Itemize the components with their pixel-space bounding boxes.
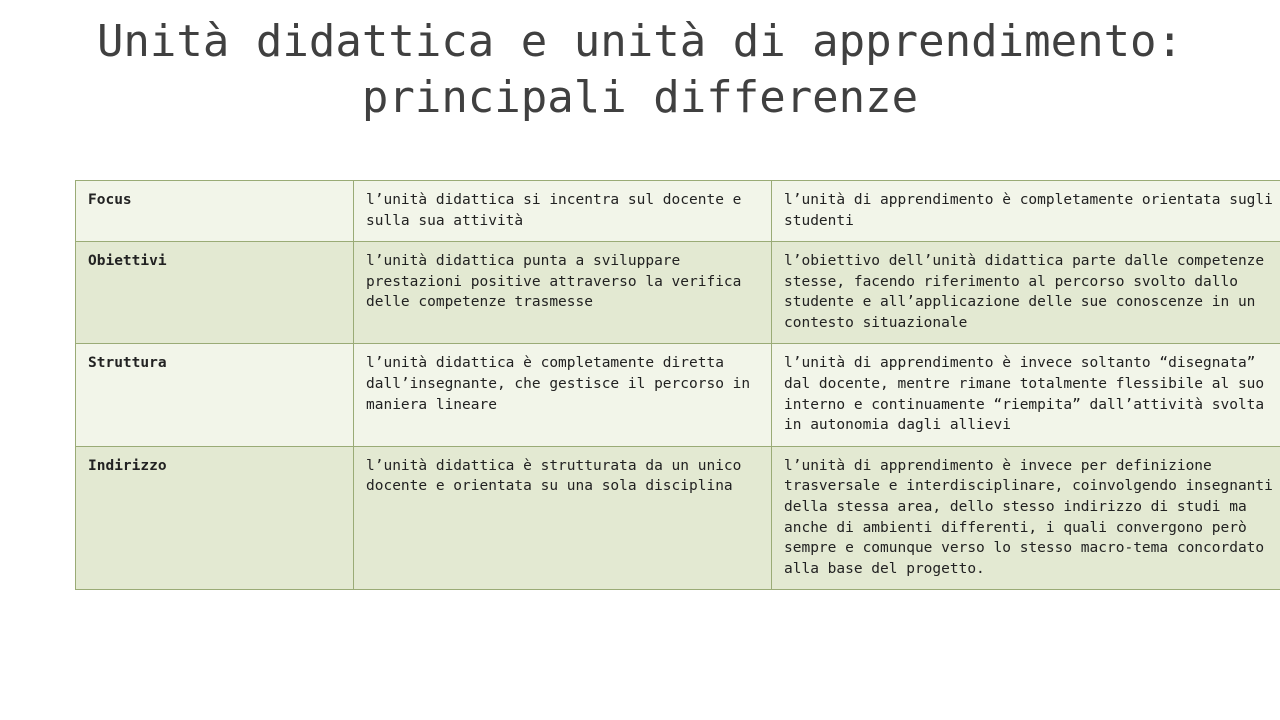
row-unita-didattica: l’unità didattica è strutturata da un unico docente e orientata su una sola disciplina: [354, 446, 772, 589]
row-label: Struttura: [76, 344, 354, 446]
comparison-table-container: [75, 180, 1273, 590]
row-unita-didattica: l’unità didattica si incentra sul docente e sulla sua attività: [354, 181, 772, 242]
table-row: [76, 242, 1280, 344]
row-unita-didattica: l’unità didattica è completamente diretta dall’insegnante, che gestisce il percorso in maniera lineare: [354, 344, 772, 446]
row-unita-apprendimento: l’obiettivo dell’unità didattica parte dalle competenze stesse, facendo riferimento al percorso svolto dallo studente e all’applicazione delle sue conoscenze in un contesto situazionale: [772, 242, 1280, 344]
table-row: [76, 181, 1280, 242]
table-row: [76, 344, 1280, 446]
row-unita-apprendimento: l’unità di apprendimento è invece soltanto “disegnata” dal docente, mentre rimane totalmente flessibile al suo interno e continuamente “riempita” dall’attività svolta in autonomia dagli allievi: [772, 344, 1280, 446]
comparison-table: [75, 180, 1280, 590]
row-label: Indirizzo: [76, 446, 354, 589]
page-title: Unità didattica e unità di apprendimento: principali differenze: [96, 16, 1184, 124]
table-row: [76, 446, 1280, 589]
row-label: Focus: [76, 181, 354, 242]
row-label: Obiettivi: [76, 242, 354, 344]
row-unita-apprendimento: l’unità di apprendimento è invece per definizione trasversale e interdisciplinare, coinvolgendo insegnanti della stessa area, dello stesso indirizzo di studi ma anche di ambienti differenti, i quali convergono però sempre e comunque verso lo stesso macro-tema concordato alla base del progetto.: [772, 446, 1280, 589]
row-unita-didattica: l’unità didattica punta a sviluppare prestazioni positive attraverso la verifica delle competenze trasmesse: [354, 242, 772, 344]
row-unita-apprendimento: l’unità di apprendimento è completamente orientata sugli studenti: [772, 181, 1280, 242]
